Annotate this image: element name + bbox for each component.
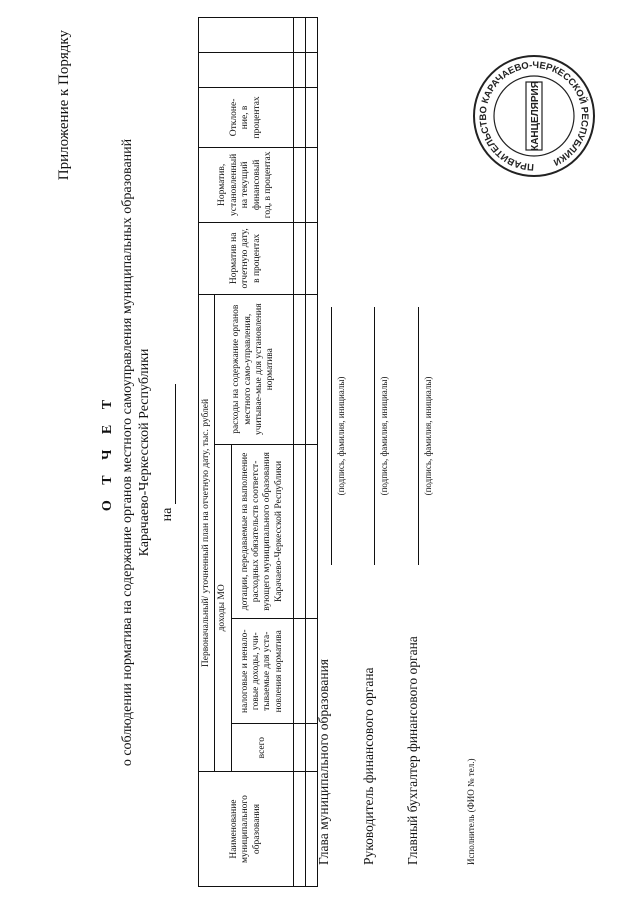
header-total: всего [231,724,293,772]
header-mo-name: Наименование муниципального образования [199,772,294,887]
table-cell[interactable] [293,772,305,887]
signature-label-finance-head: Руководитель финансового органа [361,667,376,865]
signature-caption-head: (подпись, фамилия, инициалы) [336,376,346,496]
header-plan-group: Первоначальный/ уточненный план на отчетную дату, тыс. рублей [199,294,215,771]
header-extra-1 [199,53,294,88]
header-expenses: расходы на содержание органов местного само-управления, учитывае-мые для установления норматива [215,294,293,444]
table-cell[interactable] [293,619,305,724]
stamp-outer-text: ПРАВИТЕЛЬСТВО КАРАЧАЕВО-ЧЕРКЕССКОЙ РЕСПУБЛИКИ [477,59,591,173]
signature-label-accountant: Главный бухгалтер финансового органа [405,636,420,865]
header-dotation: дотации, передаваемые на выполнение расходных обязательств соответст-вующего муниципального образования Карачаево-Черкесской Республики [231,444,293,619]
signature-caption-accountant: (подпись, фамилия, инициалы) [423,376,433,496]
table-cell[interactable] [293,444,305,619]
header-norm-year: Норматив, установленный на текущий финансовый год, в процентах [199,147,294,222]
date-prefix: на [160,507,175,522]
table-cell[interactable] [293,53,305,88]
table-cell[interactable] [293,87,305,147]
header-income-mo: доходы МО [215,444,231,772]
signature-line-finance-head[interactable] [374,307,375,565]
report-title: О Т Ч Е Т [100,393,115,512]
table-cell[interactable] [293,18,305,53]
report-subtitle-line1: о соблюдении норматива на содержание органов местного самоуправления муниципальных образований [120,138,135,767]
official-stamp [470,52,598,180]
signature-line-accountant[interactable] [418,307,419,565]
report-date-line [160,0,176,905]
table-row [293,18,305,887]
table-cell[interactable] [293,724,305,772]
table-cell[interactable] [305,294,317,444]
table-cell[interactable] [305,18,317,53]
header-tax-income: налоговые и ненало-говые доходы, учи-тываемые для уста-новления норматива [231,619,293,724]
table-cell[interactable] [305,53,317,88]
signature-caption-finance-head: (подпись, фамилия, инициалы) [379,376,389,496]
header-extra-2 [199,18,294,53]
signature-label-head: Глава муниципального образования [316,658,331,865]
table-cell[interactable] [305,87,317,147]
header-norm-report: Норматив на отчетную дату, в процентах [199,222,294,294]
table-cell[interactable] [305,222,317,294]
date-blank[interactable] [163,384,176,504]
signature-line-head[interactable] [331,307,332,565]
table-cell[interactable] [293,294,305,444]
table-cell[interactable] [293,222,305,294]
table-cell[interactable] [293,147,305,222]
executor-line: Исполнитель (ФИО № тел.) [466,758,476,865]
header-deviation: Отклоне-ние, в процентах [199,87,294,147]
report-table [198,17,318,887]
table-cell[interactable] [305,147,317,222]
table-cell[interactable] [305,444,317,619]
report-subtitle-line2: Карачаево-Черкесской Республики [137,348,152,557]
appendix-label: Приложение к Порядку [56,30,72,181]
stamp-center-text: КАНЦЕЛЯРИЯ [530,81,541,151]
